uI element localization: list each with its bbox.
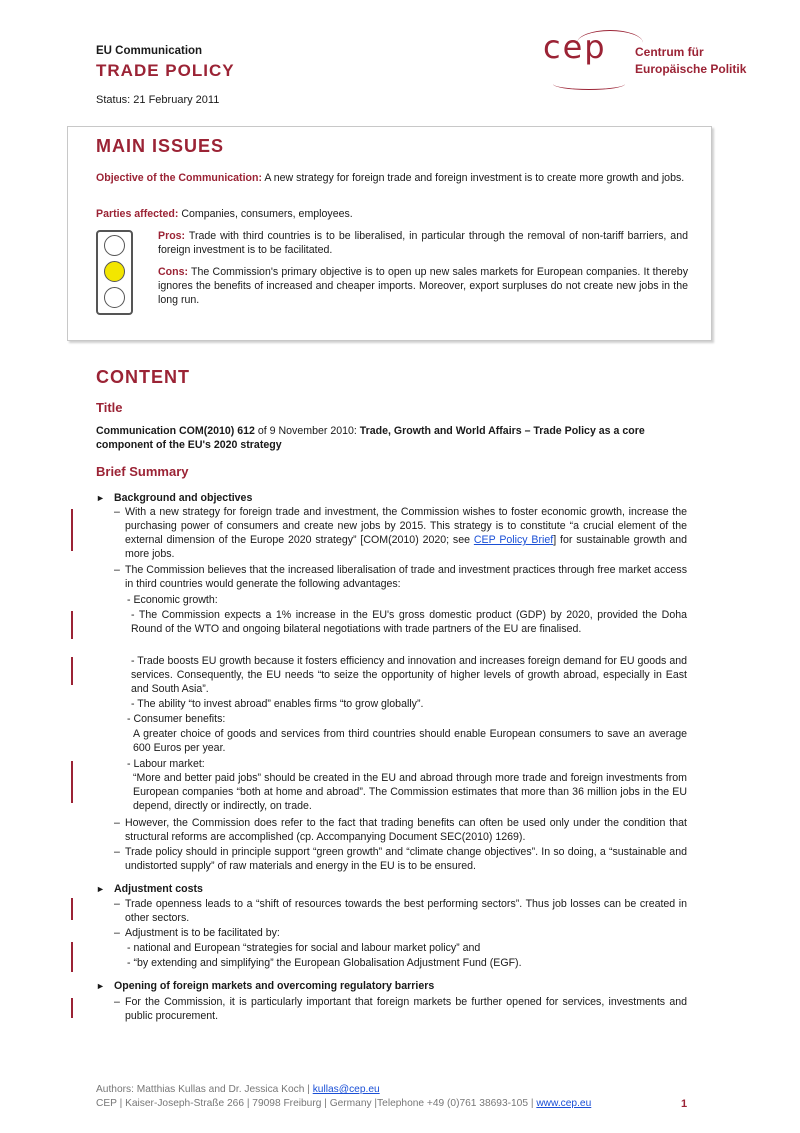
bullet-background-objectives bbox=[96, 491, 252, 505]
logo-arc-bottom bbox=[553, 78, 625, 90]
bullet-arrow-icon: ► bbox=[96, 493, 105, 503]
bullet-heading: Opening of foreign markets and overcoming regulatory barriers bbox=[114, 980, 435, 992]
bullet-adjustment-costs bbox=[96, 882, 203, 896]
communication-id: Communication COM(2010) 612 bbox=[96, 425, 255, 437]
dash-marker: – bbox=[114, 564, 120, 576]
pros-paragraph bbox=[158, 229, 688, 257]
sub-item: “More and better paid jobs” should be created in the EU and abroad through more trade and foreign investments from European companies “both at home and abroad”. The Commission estimates that more than 36 million jobs in the EU depend, directly or indirectly, on trade. bbox=[133, 772, 687, 812]
traffic-light-icon bbox=[96, 230, 133, 315]
sub-item: - Trade boosts EU growth because it fosters efficiency and innovation and increases foreign demand for EU goods and services. Consequently, the EU needs “to seize the opportunity of higher levels of growth abroad, especially in East and South Asia”. bbox=[131, 655, 687, 695]
sub-item: - The Commission expects a 1% increase in the EU's gross domestic product (GDP) by 2020, provided the Doha Round of the WTO and ongoing bilateral negotiations with trade partners of the EU are finalised. bbox=[131, 609, 687, 635]
dash-marker: – bbox=[114, 927, 120, 939]
bullet-heading: Background and objectives bbox=[114, 492, 253, 504]
cons-label: Cons: bbox=[158, 266, 189, 278]
bullet-arrow-icon: ► bbox=[96, 884, 105, 894]
change-bar bbox=[71, 509, 73, 551]
pros-text: Trade with third countries is to be liberalised, in particular through the removal of non-tariff barriers, and foreign investment is to be facilitated. bbox=[158, 230, 688, 256]
footer-authors-text: Authors: Matthias Kullas and Dr. Jessica Koch | bbox=[96, 1084, 313, 1095]
footer-address-text: CEP | Kaiser-Joseph-Straße 266 | 79098 Freiburg | Germany |Telephone +49 (0)761 38693-105 | bbox=[96, 1098, 537, 1109]
logo-name-line2: Europäische Politik bbox=[635, 62, 747, 76]
parties-paragraph bbox=[96, 207, 688, 221]
parties-text: Companies, consumers, employees. bbox=[178, 208, 353, 220]
sub-heading-consumer: - Consumer benefits: bbox=[127, 713, 226, 725]
objective-label: Objective of the Communication: bbox=[96, 172, 262, 184]
cep-logo bbox=[533, 28, 773, 88]
dash-marker: – bbox=[114, 506, 120, 518]
traffic-light-green bbox=[104, 287, 125, 308]
communication-name: Trade, Growth and World Affairs – Trade Policy as a core component of the EU's 2020 strategy bbox=[96, 425, 645, 451]
list-item: The Commission believes that the increased liberalisation of trade and investment practices through free market access in third countries would generate the following advantages: bbox=[125, 564, 687, 590]
change-bar bbox=[71, 942, 73, 972]
list-item: Adjustment is to be facilitated by: bbox=[125, 927, 280, 939]
communication-title bbox=[96, 424, 688, 452]
traffic-light-yellow bbox=[104, 261, 125, 282]
main-issues-title: MAIN ISSUES bbox=[96, 136, 225, 156]
change-bar bbox=[71, 611, 73, 639]
objective-paragraph bbox=[96, 171, 688, 185]
traffic-light-red bbox=[104, 235, 125, 256]
change-bar bbox=[71, 898, 73, 920]
document-kind: EU Communication bbox=[96, 45, 203, 57]
list-item: Trade openness leads to a “shift of resources towards the best performing sectors”. Thus job losses can be created in other sectors. bbox=[125, 898, 687, 924]
list-item: Trade policy should in principle support “green growth” and “climate change objectives”. In so doing, a “sustainable and undistorted supply” of raw materials and energy in the EU is to be ensured. bbox=[125, 846, 687, 872]
parties-label: Parties affected: bbox=[96, 208, 179, 220]
list-item: However, the Commission does refer to the fact that trading benefits can often be used only under the condition that structural reforms are accomplished (cp. Accompanying Document SEC(2010) 1269). bbox=[125, 817, 687, 843]
bullet-heading: Adjustment costs bbox=[114, 883, 203, 895]
bullet-opening-markets bbox=[96, 979, 434, 993]
document-status: Status: 21 February 2011 bbox=[96, 94, 220, 106]
list-item bbox=[125, 505, 687, 561]
list-item: For the Commission, it is particularly important that foreign markets be further opened for services, investments and public procurement. bbox=[125, 996, 687, 1022]
change-bar bbox=[71, 761, 73, 803]
sub-item: A greater choice of goods and services from third countries should enable European consumers to save an average 600 Euros per year. bbox=[133, 728, 687, 754]
sub-item: - “by extending and simplifying” the European Globalisation Adjustment Fund (EGF). bbox=[127, 957, 522, 969]
sub-item: - The ability “to invest abroad” enables firms “to grow globally”. bbox=[131, 698, 424, 710]
logo-wordmark: cep bbox=[543, 28, 607, 66]
pros-label: Pros: bbox=[158, 230, 186, 242]
logo-name bbox=[635, 44, 746, 78]
change-bar bbox=[71, 657, 73, 685]
dash-marker: – bbox=[114, 898, 120, 910]
cons-paragraph bbox=[158, 265, 688, 307]
page-number: 1 bbox=[681, 1098, 688, 1110]
sub-heading-economic: - Economic growth: bbox=[127, 594, 218, 606]
sub-heading-labour: - Labour market: bbox=[127, 758, 205, 770]
item-text-end: ] for sustainable growth and more jobs. bbox=[125, 534, 687, 560]
cons-text: The Commission's primary objective is to open up new sales markets for European companies. It thereby ignores the benefits of increased and cheaper imports. Moreover, export surpluses do not create new jobs in the long run. bbox=[158, 266, 688, 306]
page-footer bbox=[96, 1083, 591, 1111]
dash-marker: – bbox=[114, 846, 120, 858]
bullet-arrow-icon: ► bbox=[96, 981, 105, 991]
title-subheading: Title bbox=[96, 400, 123, 415]
dash-marker: – bbox=[114, 996, 120, 1008]
document-title: TRADE POLICY bbox=[96, 61, 235, 80]
cep-policy-brief-link[interactable]: CEP Policy Brief bbox=[473, 534, 554, 546]
communication-date: of 9 November 2010: bbox=[254, 425, 360, 437]
logo-name-line1: Centrum für bbox=[635, 45, 704, 59]
objective-text: A new strategy for foreign trade and foreign investment is to create more growth and jobs. bbox=[261, 172, 685, 184]
author-email-link[interactable]: kullas@cep.eu bbox=[312, 1084, 380, 1095]
main-issues-box bbox=[67, 126, 712, 341]
item-text: With a new strategy for foreign trade and investment, the Commission wishes to foster economic growth, increase the purchasing power of consumers and create new jobs by 2015. This strategy is to constitute “a crucial element of the external dimension of the Europe 2020 strategy” [COM(2010) 2020; see bbox=[125, 506, 687, 546]
dash-marker: – bbox=[114, 817, 120, 829]
website-link[interactable]: www.cep.eu bbox=[536, 1098, 592, 1109]
footer-authors bbox=[96, 1083, 591, 1097]
sub-item: - national and European “strategies for social and labour market policy” and bbox=[127, 942, 481, 954]
footer-address bbox=[96, 1097, 591, 1111]
brief-summary-subheading: Brief Summary bbox=[96, 464, 189, 479]
content-title: CONTENT bbox=[96, 367, 190, 387]
change-bar bbox=[71, 998, 73, 1018]
